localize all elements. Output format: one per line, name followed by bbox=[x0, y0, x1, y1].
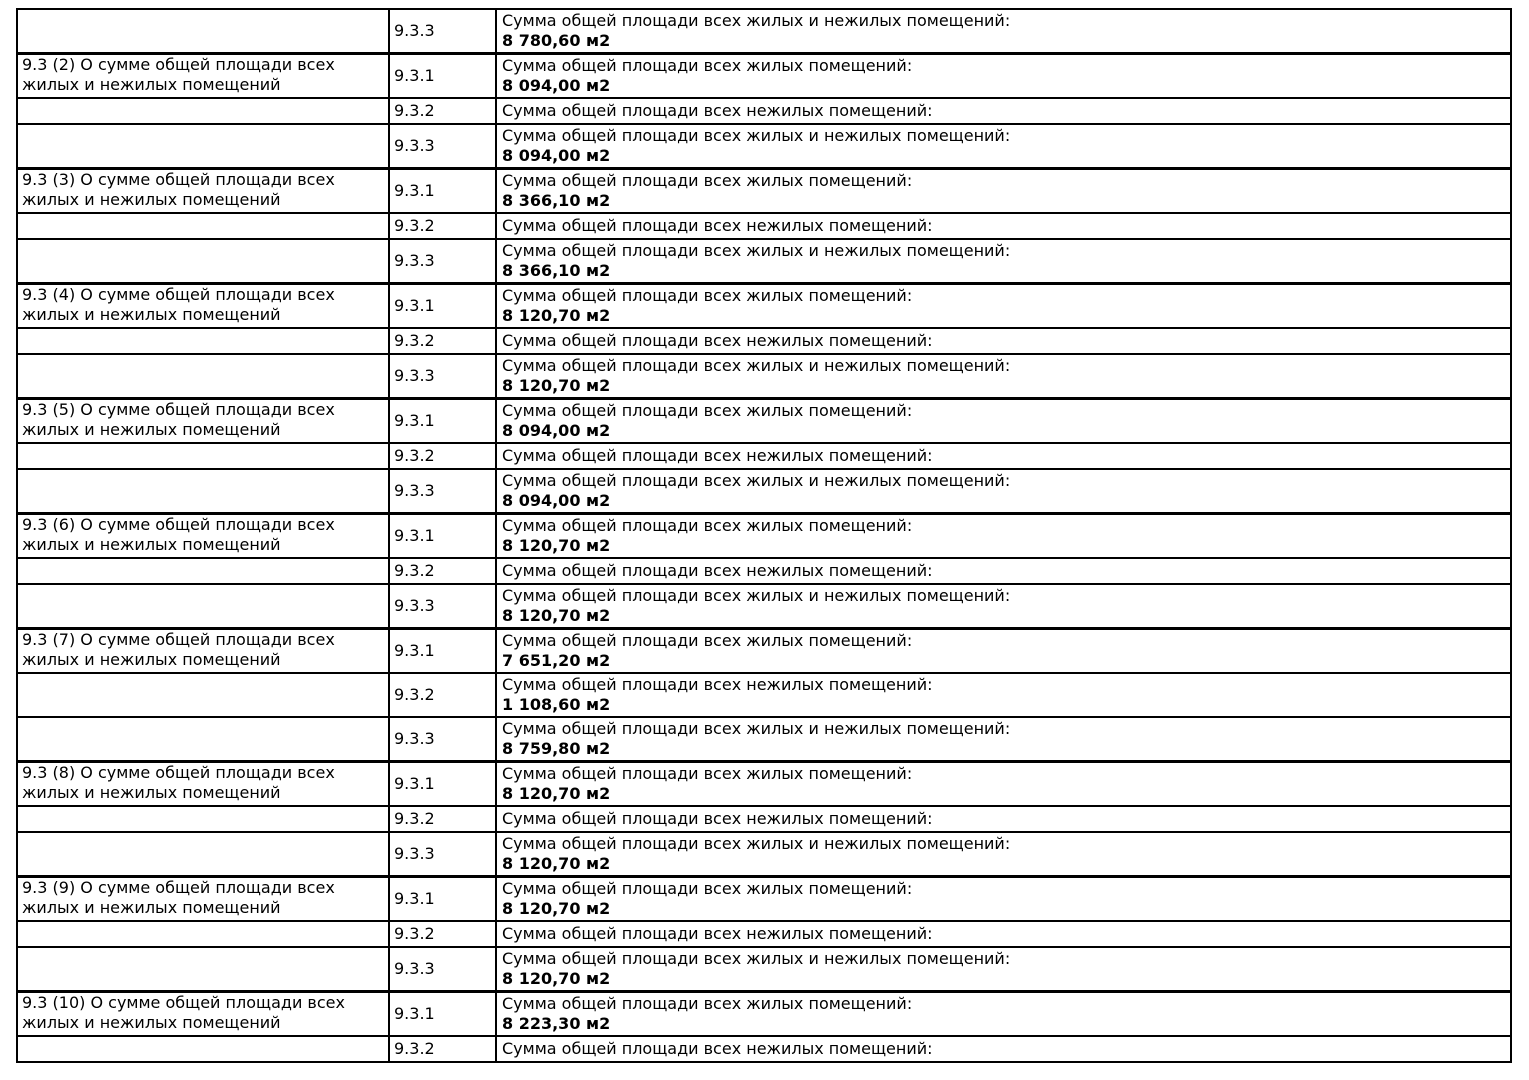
section-cell: 9.3 (10) О сумме общей площади всех жилых и нежилых помещений bbox=[17, 992, 389, 1037]
table-row bbox=[17, 239, 1511, 284]
code-cell: 9.3.1 bbox=[389, 399, 496, 444]
detail-label: Сумма общей площади всех жилых и нежилых помещений: bbox=[502, 586, 1011, 605]
table-row bbox=[17, 399, 1511, 444]
detail-cell bbox=[496, 947, 1511, 992]
detail-label: Сумма общей площади всех жилых и нежилых помещений: bbox=[502, 356, 1011, 375]
detail-label: Сумма общей площади всех жилых и нежилых помещений: bbox=[502, 11, 1011, 30]
code-cell: 9.3.3 bbox=[389, 354, 496, 399]
table-row bbox=[17, 54, 1511, 99]
detail-cell bbox=[496, 629, 1511, 674]
table-row bbox=[17, 762, 1511, 807]
code-cell: 9.3.1 bbox=[389, 877, 496, 922]
table-row bbox=[17, 284, 1511, 329]
detail-cell bbox=[496, 399, 1511, 444]
detail-value: 8 120,70 м2 bbox=[502, 536, 611, 555]
section-cell bbox=[17, 584, 389, 629]
code-cell: 9.3.1 bbox=[389, 54, 496, 99]
table-row bbox=[17, 213, 1511, 239]
detail-value: 8 120,70 м2 bbox=[502, 376, 611, 395]
detail-cell bbox=[496, 558, 1511, 584]
detail-label: Сумма общей площади всех нежилых помещений: bbox=[502, 561, 933, 580]
code-cell: 9.3.2 bbox=[389, 328, 496, 354]
code-cell: 9.3.2 bbox=[389, 558, 496, 584]
section-cell bbox=[17, 328, 389, 354]
table-row bbox=[17, 9, 1511, 54]
detail-label: Сумма общей площади всех жилых помещений: bbox=[502, 994, 913, 1013]
detail-value: 8 094,00 м2 bbox=[502, 421, 611, 440]
code-cell: 9.3.2 bbox=[389, 921, 496, 947]
detail-label: Сумма общей площади всех жилых помещений: bbox=[502, 56, 913, 75]
section-cell: 9.3 (6) О сумме общей площади всех жилых и нежилых помещений bbox=[17, 514, 389, 559]
table-row bbox=[17, 877, 1511, 922]
section-cell bbox=[17, 717, 389, 762]
detail-cell bbox=[496, 9, 1511, 54]
detail-cell bbox=[496, 717, 1511, 762]
detail-value: 1 108,60 м2 bbox=[502, 695, 611, 714]
detail-label: Сумма общей площади всех нежилых помещений: bbox=[502, 1039, 933, 1058]
section-cell bbox=[17, 832, 389, 877]
code-cell: 9.3.1 bbox=[389, 514, 496, 559]
section-cell bbox=[17, 469, 389, 514]
table-row bbox=[17, 1036, 1511, 1062]
detail-cell bbox=[496, 469, 1511, 514]
table-row bbox=[17, 673, 1511, 717]
table-row bbox=[17, 832, 1511, 877]
detail-value: 8 759,80 м2 bbox=[502, 739, 611, 758]
section-cell bbox=[17, 213, 389, 239]
detail-cell bbox=[496, 673, 1511, 717]
code-cell: 9.3.3 bbox=[389, 239, 496, 284]
detail-cell bbox=[496, 328, 1511, 354]
detail-cell bbox=[496, 239, 1511, 284]
detail-cell bbox=[496, 921, 1511, 947]
table-row bbox=[17, 98, 1511, 124]
table-row bbox=[17, 328, 1511, 354]
code-cell: 9.3.2 bbox=[389, 443, 496, 469]
section-cell bbox=[17, 947, 389, 992]
detail-value: 8 120,70 м2 bbox=[502, 899, 611, 918]
table-row bbox=[17, 584, 1511, 629]
detail-cell bbox=[496, 584, 1511, 629]
code-cell: 9.3.2 bbox=[389, 98, 496, 124]
detail-value: 8 366,10 м2 bbox=[502, 261, 611, 280]
table-row bbox=[17, 124, 1511, 169]
section-cell bbox=[17, 443, 389, 469]
detail-cell bbox=[496, 54, 1511, 99]
detail-cell bbox=[496, 98, 1511, 124]
detail-label: Сумма общей площади всех жилых и нежилых помещений: bbox=[502, 471, 1011, 490]
section-cell: 9.3 (5) О сумме общей площади всех жилых и нежилых помещений bbox=[17, 399, 389, 444]
detail-label: Сумма общей площади всех жилых и нежилых помещений: bbox=[502, 241, 1011, 260]
detail-cell bbox=[496, 762, 1511, 807]
detail-cell bbox=[496, 213, 1511, 239]
table-body bbox=[17, 9, 1511, 1062]
detail-cell bbox=[496, 354, 1511, 399]
detail-label: Сумма общей площади всех нежилых помещений: bbox=[502, 216, 933, 235]
detail-cell bbox=[496, 443, 1511, 469]
detail-cell bbox=[496, 832, 1511, 877]
code-cell: 9.3.1 bbox=[389, 284, 496, 329]
detail-label: Сумма общей площади всех жилых помещений: bbox=[502, 764, 913, 783]
detail-label: Сумма общей площади всех жилых помещений: bbox=[502, 401, 913, 420]
detail-label: Сумма общей площади всех жилых и нежилых помещений: bbox=[502, 126, 1011, 145]
detail-label: Сумма общей площади всех жилых помещений: bbox=[502, 286, 913, 305]
detail-label: Сумма общей площади всех жилых и нежилых помещений: bbox=[502, 834, 1011, 853]
code-cell: 9.3.3 bbox=[389, 124, 496, 169]
detail-cell bbox=[496, 169, 1511, 214]
detail-value: 8 120,70 м2 bbox=[502, 969, 611, 988]
detail-label: Сумма общей площади всех жилых помещений: bbox=[502, 879, 913, 898]
detail-label: Сумма общей площади всех нежилых помещений: bbox=[502, 331, 933, 350]
code-cell: 9.3.3 bbox=[389, 717, 496, 762]
detail-label: Сумма общей площади всех нежилых помещений: bbox=[502, 446, 933, 465]
section-cell: 9.3 (4) О сумме общей площади всех жилых и нежилых помещений bbox=[17, 284, 389, 329]
detail-value: 8 120,70 м2 bbox=[502, 606, 611, 625]
code-cell: 9.3.2 bbox=[389, 806, 496, 832]
detail-value: 8 094,00 м2 bbox=[502, 76, 611, 95]
code-cell: 9.3.2 bbox=[389, 213, 496, 239]
detail-value: 8 094,00 м2 bbox=[502, 491, 611, 510]
detail-label: Сумма общей площади всех нежилых помещений: bbox=[502, 675, 933, 694]
code-cell: 9.3.3 bbox=[389, 9, 496, 54]
table-row bbox=[17, 514, 1511, 559]
detail-label: Сумма общей площади всех нежилых помещений: bbox=[502, 809, 933, 828]
table-row bbox=[17, 354, 1511, 399]
section-cell: 9.3 (2) О сумме общей площади всех жилых и нежилых помещений bbox=[17, 54, 389, 99]
detail-value: 8 120,70 м2 bbox=[502, 784, 611, 803]
section-cell bbox=[17, 124, 389, 169]
code-cell: 9.3.2 bbox=[389, 673, 496, 717]
code-cell: 9.3.1 bbox=[389, 169, 496, 214]
table-row bbox=[17, 443, 1511, 469]
section-cell: 9.3 (8) О сумме общей площади всех жилых и нежилых помещений bbox=[17, 762, 389, 807]
section-cell bbox=[17, 239, 389, 284]
detail-value: 8 366,10 м2 bbox=[502, 191, 611, 210]
table-row bbox=[17, 806, 1511, 832]
table-row bbox=[17, 558, 1511, 584]
detail-value: 8 120,70 м2 bbox=[502, 306, 611, 325]
code-cell: 9.3.3 bbox=[389, 832, 496, 877]
detail-cell bbox=[496, 284, 1511, 329]
detail-label: Сумма общей площади всех нежилых помещений: bbox=[502, 924, 933, 943]
detail-label: Сумма общей площади всех жилых помещений: bbox=[502, 516, 913, 535]
code-cell: 9.3.3 bbox=[389, 584, 496, 629]
code-cell: 9.3.2 bbox=[389, 1036, 496, 1062]
table-row bbox=[17, 992, 1511, 1037]
section-cell bbox=[17, 354, 389, 399]
section-cell: 9.3 (7) О сумме общей площади всех жилых и нежилых помещений bbox=[17, 629, 389, 674]
code-cell: 9.3.1 bbox=[389, 629, 496, 674]
detail-label: Сумма общей площади всех жилых помещений: bbox=[502, 171, 913, 190]
detail-value: 8 780,60 м2 bbox=[502, 31, 611, 50]
detail-cell bbox=[496, 124, 1511, 169]
section-cell bbox=[17, 558, 389, 584]
detail-label: Сумма общей площади всех жилых помещений: bbox=[502, 631, 913, 650]
detail-value: 8 120,70 м2 bbox=[502, 854, 611, 873]
table-row bbox=[17, 629, 1511, 674]
section-cell bbox=[17, 921, 389, 947]
section-cell bbox=[17, 806, 389, 832]
detail-cell bbox=[496, 877, 1511, 922]
detail-cell bbox=[496, 514, 1511, 559]
table-row bbox=[17, 921, 1511, 947]
detail-cell bbox=[496, 806, 1511, 832]
table-row bbox=[17, 169, 1511, 214]
detail-label: Сумма общей площади всех жилых и нежилых помещений: bbox=[502, 719, 1011, 738]
detail-value: 7 651,20 м2 bbox=[502, 651, 611, 670]
detail-label: Сумма общей площади всех нежилых помещений: bbox=[502, 101, 933, 120]
code-cell: 9.3.1 bbox=[389, 762, 496, 807]
detail-cell bbox=[496, 1036, 1511, 1062]
declaration-area-table bbox=[16, 8, 1512, 1063]
detail-label: Сумма общей площади всех жилых и нежилых помещений: bbox=[502, 949, 1011, 968]
code-cell: 9.3.3 bbox=[389, 947, 496, 992]
section-cell: 9.3 (9) О сумме общей площади всех жилых и нежилых помещений bbox=[17, 877, 389, 922]
section-cell bbox=[17, 673, 389, 717]
code-cell: 9.3.1 bbox=[389, 992, 496, 1037]
table-row bbox=[17, 947, 1511, 992]
section-cell: 9.3 (3) О сумме общей площади всех жилых и нежилых помещений bbox=[17, 169, 389, 214]
section-cell bbox=[17, 9, 389, 54]
code-cell: 9.3.3 bbox=[389, 469, 496, 514]
detail-value: 8 094,00 м2 bbox=[502, 146, 611, 165]
table-row bbox=[17, 469, 1511, 514]
table-row bbox=[17, 717, 1511, 762]
detail-cell bbox=[496, 992, 1511, 1037]
detail-value: 8 223,30 м2 bbox=[502, 1014, 611, 1033]
section-cell bbox=[17, 1036, 389, 1062]
section-cell bbox=[17, 98, 389, 124]
